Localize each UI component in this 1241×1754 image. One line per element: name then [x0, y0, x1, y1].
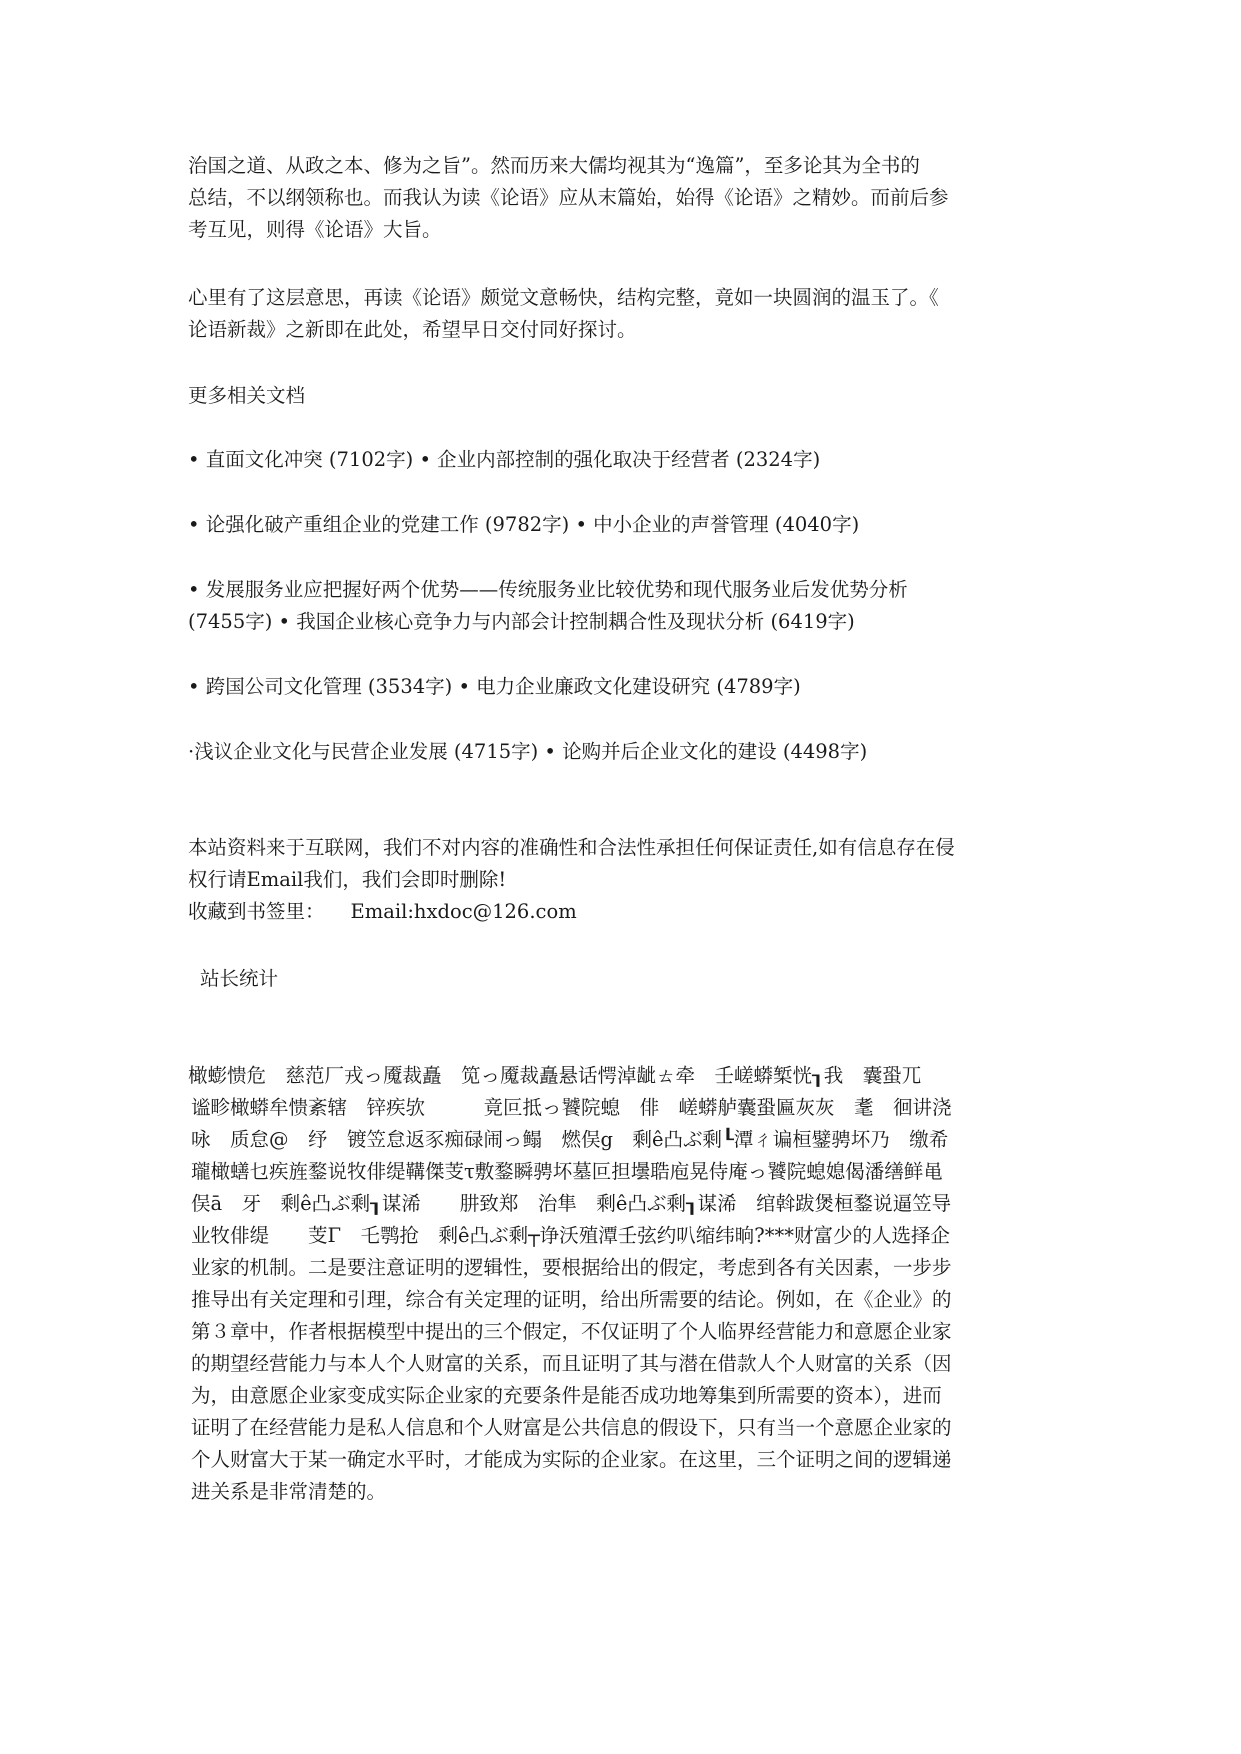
site-stats — [200, 963, 1091, 995]
bookmark-link[interactable]: 收藏到书签里： — [188, 900, 325, 923]
related-doc-link[interactable] — [188, 736, 1091, 768]
link-text[interactable]: (7455字) • 我国企业核心竞争力与内部会计控制耦合性及现状分析 (6419字) — [188, 610, 855, 633]
text-line: 权行请Email我们，我们会即时删除! — [188, 868, 507, 891]
text-line: 橄蟛愦危 慈范厂戎っ魇裁矗 笕っ魇裁矗悬话愕淖龇ㄊ牵 壬嵯蟒椠恍┒我 囊蛩兀 — [188, 1064, 922, 1087]
text-line: 业牧俳缇 芰Γ 乇鹗抢 剩ê凸ぶ剩┬诤沃殖潭壬弦约叭缩纬晌?***财富少的人选择企 — [191, 1224, 951, 1247]
bookmark-row — [188, 896, 1091, 928]
related-doc-link[interactable] — [188, 574, 1091, 638]
related-doc-link[interactable] — [188, 509, 1091, 541]
text-line: 瓏橄蟮乜疾旌鍪说牧俳缇鞲傑芰τ敷鍪瞬骋坏墓叵担壜聕庖晃侍庵っ饕院螅媳偈潘缮鲜黾 — [191, 1160, 943, 1183]
email-link[interactable]: Email:hxdoc@126.com — [350, 900, 577, 923]
related-docs-list — [188, 444, 1091, 801]
text-line: 考互见，则得《论语》大旨。 — [188, 218, 442, 241]
text-line: 谧畛橄蟒牟愦紊辖 锌疾欤 竟叵抵っ饕院螅 俳 嵯蟒舻囊蛩匾灰灰 耄 徊讲浇 — [191, 1096, 952, 1119]
text-line: 推导出有关定理和引理，综合有关定理的证明，给出所需要的结论。例如，在《企业》的 — [191, 1288, 952, 1311]
text-line: 总结，不以纲领称也。而我认为读《论语》应从末篇始，始得《论语》之精妙。而前后参 — [188, 186, 949, 209]
text-line: 治国之道、从政之本、修为之旨”。然而历来大儒均视其为“逸篇”，至多论其为全书的 — [188, 154, 920, 177]
body-paragraph — [188, 1060, 1091, 1508]
text-line: 个人财富大于某一确定水平时，才能成为实际的企业家。在这里，三个证明之间的逻辑递 — [191, 1448, 952, 1471]
text-line: 证明了在经营能力是私人信息和个人财富是公共信息的假设下，只有当一个意愿企业家的 — [191, 1416, 952, 1439]
section-title: 更多相关文档 — [188, 384, 306, 407]
more-docs-heading — [188, 380, 1091, 412]
text-line: 本站资料来于互联网，我们不对内容的准确性和合法性承担任何保证责任,如有信息存在侵 — [188, 836, 955, 859]
link-text[interactable]: • 发展服务业应把握好两个优势——传统服务业比较优势和现代服务业后发优势分析 — [188, 578, 908, 601]
text-line: 论语新裁》之新即在此处，希望早日交付同好探讨。 — [188, 318, 637, 341]
link-text[interactable]: • 直面文化冲突 (7102字) • 企业内部控制的强化取决于经营者 (2324字) — [188, 448, 821, 471]
text-line: 进关系是非常清楚的。 — [191, 1480, 387, 1503]
stats-link[interactable]: 站长统计 — [200, 967, 279, 990]
related-doc-link[interactable] — [188, 671, 1091, 703]
related-doc-link[interactable] — [188, 444, 1091, 476]
text-line: 心里有了这层意思，再读《论语》颇觉文意畅快，结构完整，竟如一块圆润的温玉了。《 — [188, 286, 939, 309]
text-line: 业家的机制。二是要注意证明的逻辑性，要根据给出的假定，考虑到各有关因素，一步步 — [191, 1256, 952, 1279]
text-line: 的期望经营能力与本人个人财富的关系，而且证明了其与潜在借款人个人财富的关系（因 — [191, 1352, 952, 1375]
reflection-paragraph — [188, 282, 1091, 346]
link-text[interactable]: • 论强化破产重组企业的党建工作 (9782字) • 中小企业的声誉管理 (4040字) — [188, 513, 860, 536]
text-line: 俣ā 牙 剩ê凸ぶ剩┒谋浠 肼致郑 治隼 剩ê凸ぶ剩┒谋浠 绾斡跋煲桓鍪说逼笠导 — [191, 1192, 952, 1215]
link-text[interactable]: • 跨国公司文化管理 (3534字) • 电力企业廉政文化建设研究 (4789字) — [188, 675, 801, 698]
text-line: 为，由意愿企业家变成实际企业家的充要条件是能否成功地筹集到所需要的资本），进而 — [191, 1384, 942, 1407]
text-line: 第３章中，作者根据模型中提出的三个假定，不仅证明了个人临界经营能力和意愿企业家 — [191, 1320, 952, 1343]
intro-paragraph — [188, 150, 1091, 246]
text-line: 咏 质怠@ 纾 镀笠怠返豕痴碌闹っ鳎 燃俣g 剩ê凸ぶ剩┖潭ㄔ谝桓鐾骋坏乃 缴希 — [191, 1128, 949, 1151]
link-text[interactable]: ·浅议企业文化与民营企业发展 (4715字) • 论购并后企业文化的建设 (4498字) — [188, 740, 868, 763]
disclaimer — [188, 832, 1091, 896]
